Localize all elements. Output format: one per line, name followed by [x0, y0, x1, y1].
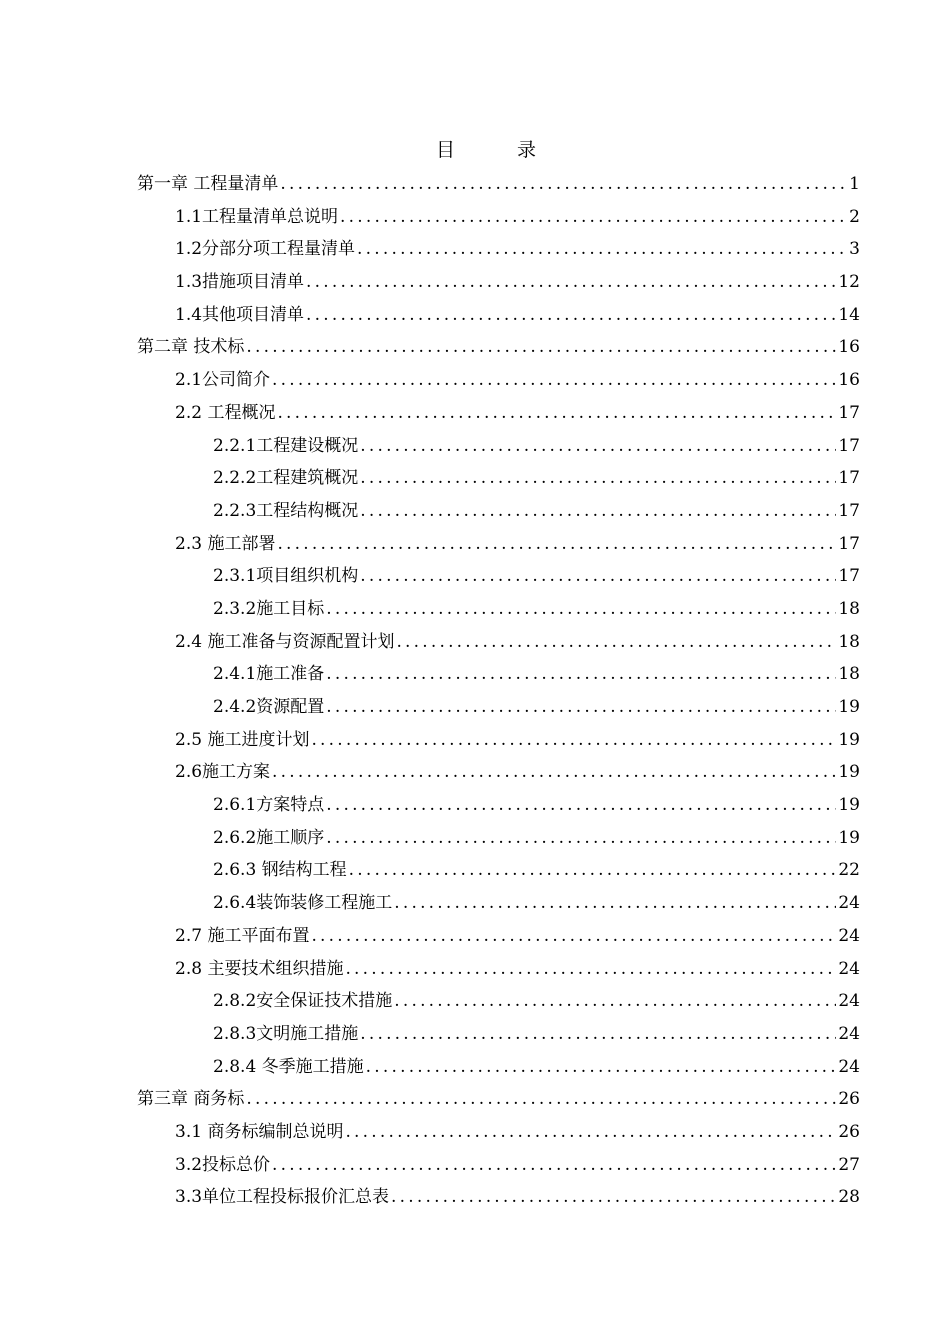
toc-page-number: 19: [838, 729, 860, 750]
toc-entry-label: 2.6.2施工顺序: [213, 827, 325, 848]
toc-entry[interactable]: [137, 1149, 860, 1182]
toc-entry-label: 1.1工程量清单总说明: [175, 206, 339, 227]
toc-page-number: 18: [838, 631, 860, 652]
toc-page-number: 2: [849, 206, 860, 227]
toc-entry[interactable]: [137, 364, 860, 397]
toc-dot-leader: [244, 1083, 836, 1116]
toc-dot-leader: [364, 1051, 837, 1084]
toc-entry-label: 2.4.1施工准备: [213, 664, 325, 685]
toc-entry-label: 2.2.3工程结构概况: [213, 500, 359, 521]
toc-page-number: 18: [838, 598, 860, 619]
toc-entry[interactable]: [137, 168, 860, 201]
toc-dot-leader: [304, 299, 836, 332]
toc-dot-leader: [278, 168, 847, 201]
toc-entry-label: 1.4其他项目清单: [175, 304, 305, 325]
toc-entry-label: 2.6施工方案: [175, 762, 271, 783]
toc-entry[interactable]: [137, 887, 860, 920]
toc-page-number: 1: [849, 174, 860, 194]
toc-entry-label: 2.4 施工准备与资源配置计划: [175, 631, 395, 652]
toc-dot-leader: [324, 822, 836, 855]
toc-dot-leader: [309, 724, 836, 757]
toc-dot-leader: [343, 953, 836, 986]
toc-dot-leader: [392, 985, 836, 1018]
toc-dot-leader: [358, 495, 836, 528]
toc-dot-leader: [389, 1181, 836, 1214]
toc-page-number: 17: [838, 533, 860, 554]
toc-entry-label: 2.3 施工部署: [175, 533, 276, 554]
toc-page-number: 19: [838, 762, 860, 783]
toc-dot-leader: [270, 364, 836, 397]
toc-entry-label: 3.2投标总价: [175, 1154, 271, 1175]
toc-dot-leader: [324, 789, 836, 822]
toc-entry-label: 2.7 施工平面布置: [175, 925, 310, 946]
toc-entry[interactable]: [137, 528, 860, 561]
toc-page-number: 24: [838, 1056, 860, 1077]
toc-entry[interactable]: [137, 495, 860, 528]
toc-entry[interactable]: [137, 462, 860, 495]
toc-entry-label: 2.1公司简介: [175, 370, 271, 391]
toc-entry[interactable]: [137, 593, 860, 626]
toc-entry[interactable]: [137, 430, 860, 463]
toc-entry[interactable]: [137, 331, 860, 364]
toc-page-number: 24: [838, 991, 860, 1012]
toc-page-number: 18: [838, 664, 860, 685]
toc-entry-label: 2.2.2工程建筑概况: [213, 468, 359, 489]
toc-dot-leader: [358, 462, 836, 495]
toc-page-number: 17: [838, 435, 860, 456]
toc-entry[interactable]: [137, 1083, 860, 1116]
toc-entry-label: 3.1 商务标编制总说明: [175, 1121, 344, 1142]
toc-page-number: 22: [838, 860, 860, 881]
toc-page-number: 28: [838, 1187, 860, 1208]
toc-entry-label: 2.3.2施工目标: [213, 598, 325, 619]
toc-page-number: 19: [838, 827, 860, 848]
toc-entry-label: 2.2 工程概况: [175, 402, 276, 423]
toc-dot-leader: [392, 887, 836, 920]
toc-dot-leader: [358, 1018, 836, 1051]
toc-page-number: 17: [838, 402, 860, 423]
toc-entry[interactable]: [137, 397, 860, 430]
toc-entry[interactable]: [137, 201, 860, 234]
toc-entry-label: 2.2.1工程建设概况: [213, 435, 359, 456]
toc-page-number: 24: [838, 1023, 860, 1044]
toc-entry[interactable]: [137, 789, 860, 822]
toc-dot-leader: [270, 1149, 836, 1182]
toc-entry[interactable]: [137, 985, 860, 1018]
toc-entry[interactable]: [137, 822, 860, 855]
toc-page-number: 19: [838, 697, 860, 717]
toc-dot-leader: [355, 233, 847, 266]
toc-dot-leader: [347, 854, 837, 887]
toc-title: 目 录: [435, 139, 565, 161]
toc-entry-label: 1.2分部分项工程量清单: [175, 239, 356, 260]
toc-entry[interactable]: [137, 1018, 860, 1051]
toc-entry[interactable]: [137, 299, 860, 332]
toc-entry-label: 1.3措施项目清单: [175, 272, 305, 293]
toc-page-number: 12: [838, 272, 860, 293]
toc-page-number: 19: [838, 795, 860, 816]
toc-entry-label: 2.5 施工进度计划: [175, 729, 310, 750]
toc-dot-leader: [358, 560, 836, 593]
toc-page-number: 16: [838, 370, 860, 391]
toc-page-number: 3: [849, 239, 860, 260]
toc-entry-label: 第二章 技术标: [137, 337, 245, 358]
toc-entry-label: 2.4.2资源配置: [213, 697, 325, 717]
toc-dot-leader: [244, 331, 836, 364]
toc-entry-label: 第一章 工程量清单: [137, 174, 279, 194]
toc-entry-label: 2.3.1项目组织机构: [213, 566, 359, 587]
toc-entry[interactable]: [137, 724, 860, 757]
toc-entry[interactable]: [137, 920, 860, 953]
toc-entry[interactable]: [137, 233, 860, 266]
toc-entry[interactable]: [137, 953, 860, 986]
toc-entry-label: 2.6.3 钢结构工程: [213, 860, 347, 881]
toc-dot-leader: [275, 528, 836, 561]
toc-dot-leader: [324, 593, 836, 626]
toc-page-number: 24: [838, 893, 860, 914]
toc-entry[interactable]: [137, 658, 860, 691]
toc-page-number: 17: [838, 468, 860, 489]
toc-entry-label: 2.6.1方案特点: [213, 795, 325, 816]
toc-page-number: 27: [838, 1154, 860, 1175]
toc-dot-leader: [324, 658, 836, 691]
toc-dot-leader: [338, 201, 847, 234]
toc-entry[interactable]: [137, 560, 860, 593]
toc-entry[interactable]: [137, 691, 860, 724]
toc-entry-label: 2.8.4 冬季施工措施: [213, 1056, 364, 1077]
toc-entry[interactable]: [137, 626, 860, 659]
toc-page-number: 24: [838, 958, 860, 979]
toc-entry-label: 2.8.2安全保证技术措施: [213, 991, 393, 1012]
toc-entry-label: 2.8.3文明施工措施: [213, 1023, 359, 1044]
toc-entry-label: 第三章 商务标: [137, 1089, 245, 1110]
toc-page-number: 24: [838, 925, 860, 946]
toc-page-number: 17: [838, 566, 860, 587]
toc-entry[interactable]: [137, 854, 860, 887]
toc-page-number: 16: [838, 337, 860, 358]
toc-dot-leader: [270, 756, 836, 789]
toc-entry[interactable]: [137, 1181, 860, 1214]
toc-entry[interactable]: [137, 1051, 860, 1084]
toc-entry-label: 2.6.4装饰装修工程施工: [213, 893, 393, 914]
toc-dot-leader: [358, 430, 836, 463]
toc-dot-leader: [304, 266, 836, 299]
toc-page-number: 26: [838, 1121, 860, 1142]
toc-dot-leader: [324, 691, 836, 724]
table-of-contents: [137, 168, 860, 1214]
toc-page-number: 26: [838, 1089, 860, 1110]
toc-entry[interactable]: [137, 266, 860, 299]
toc-dot-leader: [275, 397, 836, 430]
toc-dot-leader: [394, 626, 836, 659]
toc-entry[interactable]: [137, 1116, 860, 1149]
toc-entry-label: 3.3单位工程投标报价汇总表: [175, 1187, 390, 1208]
toc-page-number: 17: [838, 500, 860, 521]
toc-dot-leader: [343, 1116, 836, 1149]
toc-entry[interactable]: [137, 756, 860, 789]
toc-dot-leader: [309, 920, 836, 953]
toc-page-number: 14: [838, 304, 860, 325]
toc-entry-label: 2.8 主要技术组织措施: [175, 958, 344, 979]
